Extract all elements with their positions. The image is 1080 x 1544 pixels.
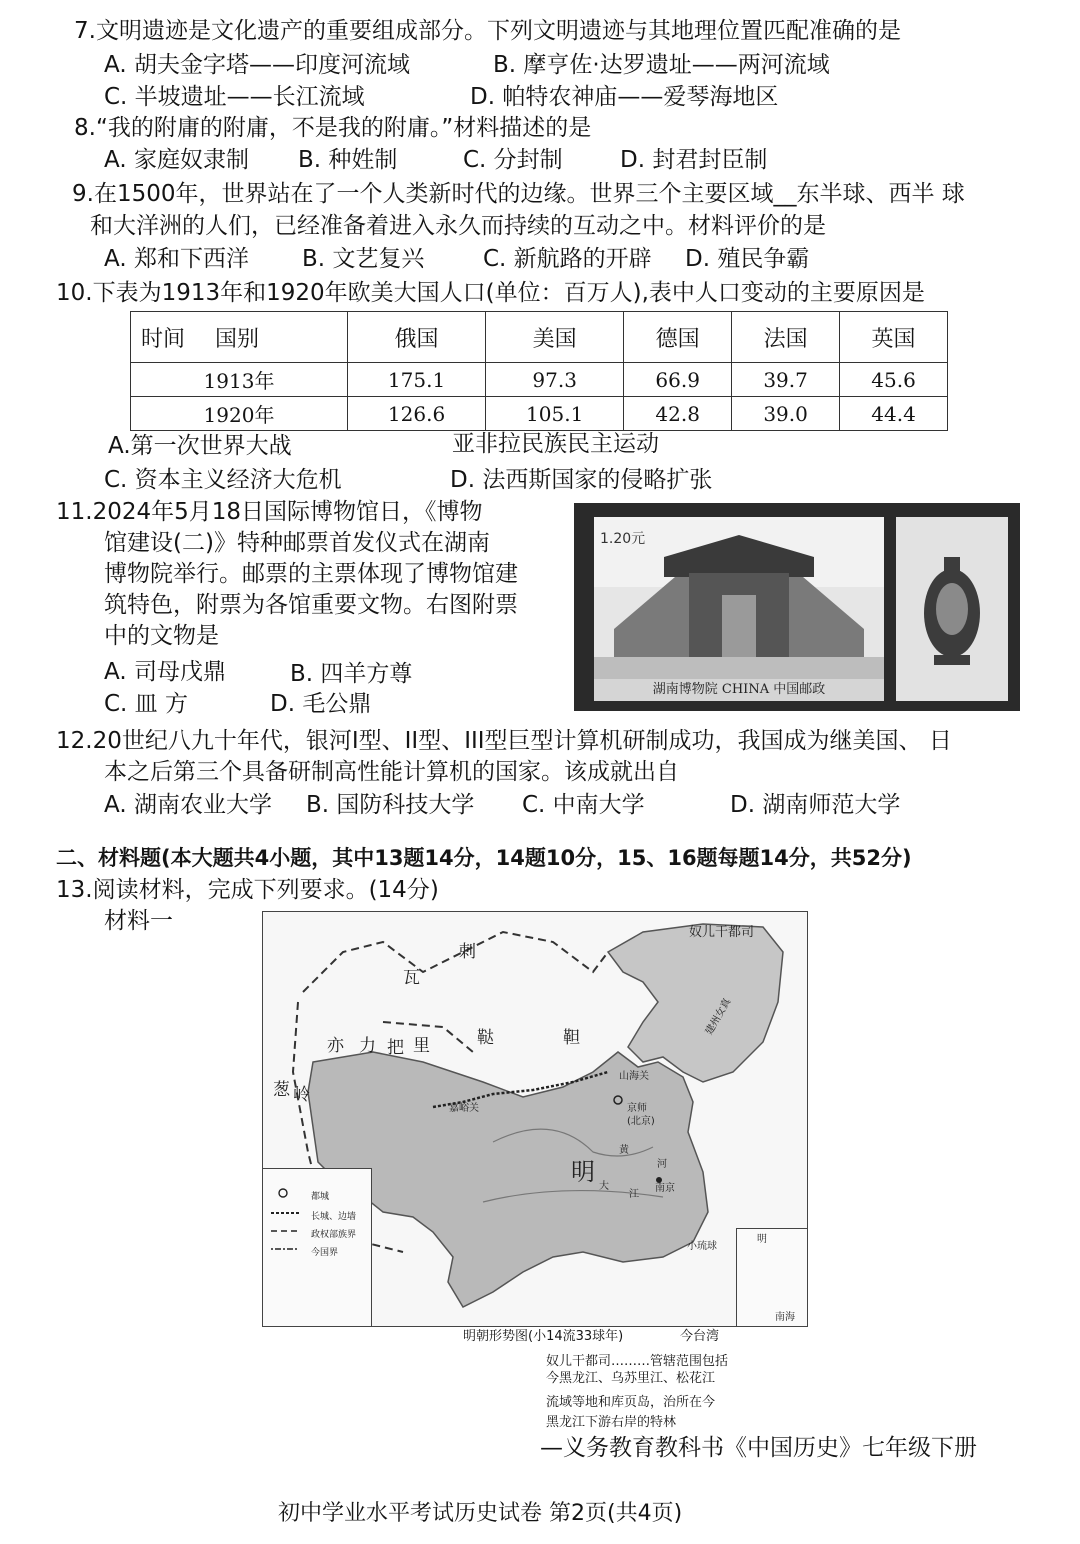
note-line1: 奴儿干都司………管辖范围包括 bbox=[546, 1354, 729, 1369]
stamp-caption: 湖南博物院 CHINA 中国邮政 bbox=[652, 682, 826, 697]
map-label-nuergan: 奴儿干都司 bbox=[689, 925, 755, 940]
q8-option-c[interactable]: C. 分封制 bbox=[463, 147, 563, 173]
map-label-ling: 岭 bbox=[293, 1085, 310, 1105]
q12-option-a[interactable]: A. 湖南农业大学 bbox=[104, 792, 272, 818]
ming-dynasty-map bbox=[262, 911, 808, 1327]
q11-stem-line3: 博物院举行。邮票的主票体现了博物馆建 bbox=[104, 561, 518, 587]
q12-option-d[interactable]: D. 湖南师范大学 bbox=[730, 792, 901, 818]
table-cell: 45.6 bbox=[840, 363, 948, 397]
map-label-nanjing: 南京 bbox=[655, 1183, 675, 1194]
q12-stem-line1: 12.20世纪八九十年代，银河I型、II型、III型巨型计算机研制成功，我国成为继美国、 日 bbox=[56, 728, 952, 754]
map-caption: 明朝形势图(小14流33球年) bbox=[463, 1329, 624, 1344]
population-table bbox=[130, 311, 948, 431]
legend-capital: 都城 bbox=[311, 1192, 330, 1202]
q11-stem-line4: 筑特色，附票为各馆重要文物。右图附票 bbox=[104, 592, 518, 618]
legend-modern: 今国界 bbox=[311, 1248, 339, 1258]
stamp-side-ticket bbox=[896, 517, 1008, 701]
map-label-yi: 亦 bbox=[327, 1036, 344, 1056]
map-label-da2: 大 bbox=[599, 1181, 609, 1192]
q9-stem-line1: 9.在1500年，世界站在了一个人类新时代的边缘。世界三个主要区域__东半球、西半 球 bbox=[72, 181, 965, 207]
legend-wall: 长城、边墙 bbox=[311, 1212, 357, 1222]
map-label-ba: 把 bbox=[387, 1038, 404, 1058]
map-label-dan: 靼 bbox=[563, 1028, 580, 1048]
q9-option-a[interactable]: A. 郑和下西洋 bbox=[104, 246, 249, 272]
map-legend bbox=[263, 1168, 372, 1327]
q12-option-c[interactable]: C. 中南大学 bbox=[522, 792, 645, 818]
note-line2: 今黑龙江、乌苏里江、松花江 bbox=[546, 1371, 716, 1386]
q7-stem: 7.文明遗迹是文化遗产的重要组成部分。下列文明遗迹与其地理位置匹配准确的是 bbox=[74, 18, 901, 44]
map-label-li: 力 bbox=[359, 1036, 376, 1056]
q8-option-a[interactable]: A. 家庭奴隶制 bbox=[104, 147, 249, 173]
table-row bbox=[131, 363, 948, 397]
q8-stem: 8.“我的附庸的附庸，不是我的附庸。”材料描述的是 bbox=[74, 115, 592, 141]
map-label-he: 河 bbox=[657, 1159, 667, 1170]
header-country: 国别 bbox=[215, 326, 260, 352]
map-label-jiayuguan: 嘉峪关 bbox=[449, 1103, 479, 1114]
museum-stamp bbox=[574, 503, 1020, 711]
q10-option-b[interactable]: 亚非拉民族民主运动 bbox=[452, 431, 659, 457]
map-label-la: 剌 bbox=[459, 942, 476, 962]
note-line3: 流域等地和库页岛，治所在今 bbox=[546, 1395, 716, 1410]
header-time: 时间 bbox=[141, 326, 186, 352]
legend-symbols-icon bbox=[269, 1183, 309, 1273]
header-cell: 法国 bbox=[732, 312, 840, 363]
q9-stem-line2: 和大洋洲的人们，已经准备着进入永久而持续的互动之中。材料评价的是 bbox=[90, 213, 826, 239]
stamp-main-ticket bbox=[594, 517, 884, 701]
q10-option-a[interactable]: A.第一次世界大战 bbox=[108, 433, 292, 459]
q9-option-c[interactable]: C. 新航路的开辟 bbox=[483, 246, 652, 272]
q11-option-b[interactable]: B. 四羊方尊 bbox=[290, 661, 413, 687]
table-cell: 39.7 bbox=[732, 363, 840, 397]
q11-option-a[interactable]: A. 司母戊鼎 bbox=[104, 659, 226, 685]
q10-stem: 10.下表为1913年和1920年欧美大国人口(单位：百万人),表中人口变动的主要原因是 bbox=[56, 280, 925, 306]
q9-option-b[interactable]: B. 文艺复兴 bbox=[302, 246, 425, 272]
map-label-beijing: (北京) bbox=[627, 1116, 655, 1127]
q12-stem-line2: 本之后第三个具备研制高性能计算机的国家。该成就出自 bbox=[104, 759, 679, 785]
artifact-icon bbox=[896, 517, 1008, 701]
header-cell: 德国 bbox=[624, 312, 732, 363]
q10-option-d[interactable]: D. 法西斯国家的侵略扩张 bbox=[450, 467, 713, 493]
map-label-da: 鞑 bbox=[477, 1028, 494, 1048]
row-year: 1913年 bbox=[131, 363, 348, 397]
q10-option-c[interactable]: C. 资本主义经济大危机 bbox=[104, 467, 342, 493]
q7-option-a[interactable]: A. 胡夫金字塔——印度河流域 bbox=[104, 52, 410, 78]
header-cell: 英国 bbox=[840, 312, 948, 363]
map-label-li2: 里 bbox=[413, 1036, 430, 1056]
inset-label-ming: 明 bbox=[757, 1234, 767, 1245]
table-cell: 44.4 bbox=[840, 397, 948, 431]
table-cell: 105.1 bbox=[486, 397, 624, 431]
q13-material-label: 材料一 bbox=[104, 908, 173, 934]
table-cell: 175.1 bbox=[348, 363, 486, 397]
row-year: 1920年 bbox=[131, 397, 348, 431]
map-label-jianzhou: 建州女真 bbox=[703, 996, 734, 1037]
map-label-jiang: 江 bbox=[629, 1189, 639, 1200]
q7-option-b[interactable]: B. 摩亨佐·达罗遗址——两河流域 bbox=[493, 52, 830, 78]
table-cell: 42.8 bbox=[624, 397, 732, 431]
map-label-jingshi: 京师 bbox=[627, 1103, 647, 1114]
stamp-value: 1.20元 bbox=[600, 531, 646, 547]
map-label-wa: 瓦 bbox=[403, 968, 420, 988]
header-cell: 俄国 bbox=[348, 312, 486, 363]
page-footer: 初中学业水平考试历史试卷 第2页(共4页) bbox=[278, 1501, 683, 1526]
museum-building-icon bbox=[594, 517, 884, 701]
map-label-ming: 明 bbox=[571, 1158, 595, 1186]
map-caption-taiwan: 今台湾 bbox=[680, 1329, 720, 1344]
q7-option-d[interactable]: D. 帕特农神庙——爱琴海地区 bbox=[470, 84, 779, 110]
q8-option-b[interactable]: B. 种姓制 bbox=[298, 147, 398, 173]
inset-label-nanhai: 南海 bbox=[775, 1312, 795, 1323]
map-label-huang: 黄 bbox=[619, 1145, 629, 1156]
header-cell: 美国 bbox=[486, 312, 624, 363]
q7-option-c[interactable]: C. 半坡遗址——长江流域 bbox=[104, 84, 365, 110]
q11-option-d[interactable]: D. 毛公鼎 bbox=[270, 691, 372, 717]
q9-option-d[interactable]: D. 殖民争霸 bbox=[685, 246, 810, 272]
legend-border: 政权部族界 bbox=[311, 1230, 357, 1240]
header-cell bbox=[131, 312, 348, 363]
table-row bbox=[131, 397, 948, 431]
map-label-xiaoliu: 小琉球 bbox=[687, 1241, 717, 1252]
note-line4: 黑龙江下游右岸的特林 bbox=[546, 1415, 677, 1430]
q11-stem-line5: 中的文物是 bbox=[104, 623, 219, 649]
q12-option-b[interactable]: B. 国防科技大学 bbox=[306, 792, 475, 818]
section2-title: 二、材料题(本大题共4小题，其中13题14分，14题10分，15、16题每题14分，共52分) bbox=[56, 846, 912, 870]
table-cell: 126.6 bbox=[348, 397, 486, 431]
table-cell: 97.3 bbox=[486, 363, 624, 397]
map-label-shanhaiguan: 山海关 bbox=[619, 1071, 649, 1082]
q13-source: —义务教育教科书《中国历史》七年级下册 bbox=[540, 1435, 977, 1461]
q13-stem: 13.阅读材料，完成下列要求。(14分) bbox=[56, 877, 439, 903]
table-header-row bbox=[131, 312, 948, 363]
table-cell: 39.0 bbox=[732, 397, 840, 431]
q11-option-c[interactable]: C. 皿 方 bbox=[104, 691, 188, 717]
q11-stem-line2: 馆建设(二)》特种邮票首发仪式在湖南 bbox=[104, 530, 490, 556]
map-inset-south-sea bbox=[736, 1228, 808, 1327]
q8-option-d[interactable]: D. 封君封臣制 bbox=[620, 147, 768, 173]
table-cell: 66.9 bbox=[624, 363, 732, 397]
q11-stem-line1: 11.2024年5月18日国际博物馆日，《博物 bbox=[56, 499, 483, 525]
map-label-cong: 葱 bbox=[273, 1080, 290, 1100]
